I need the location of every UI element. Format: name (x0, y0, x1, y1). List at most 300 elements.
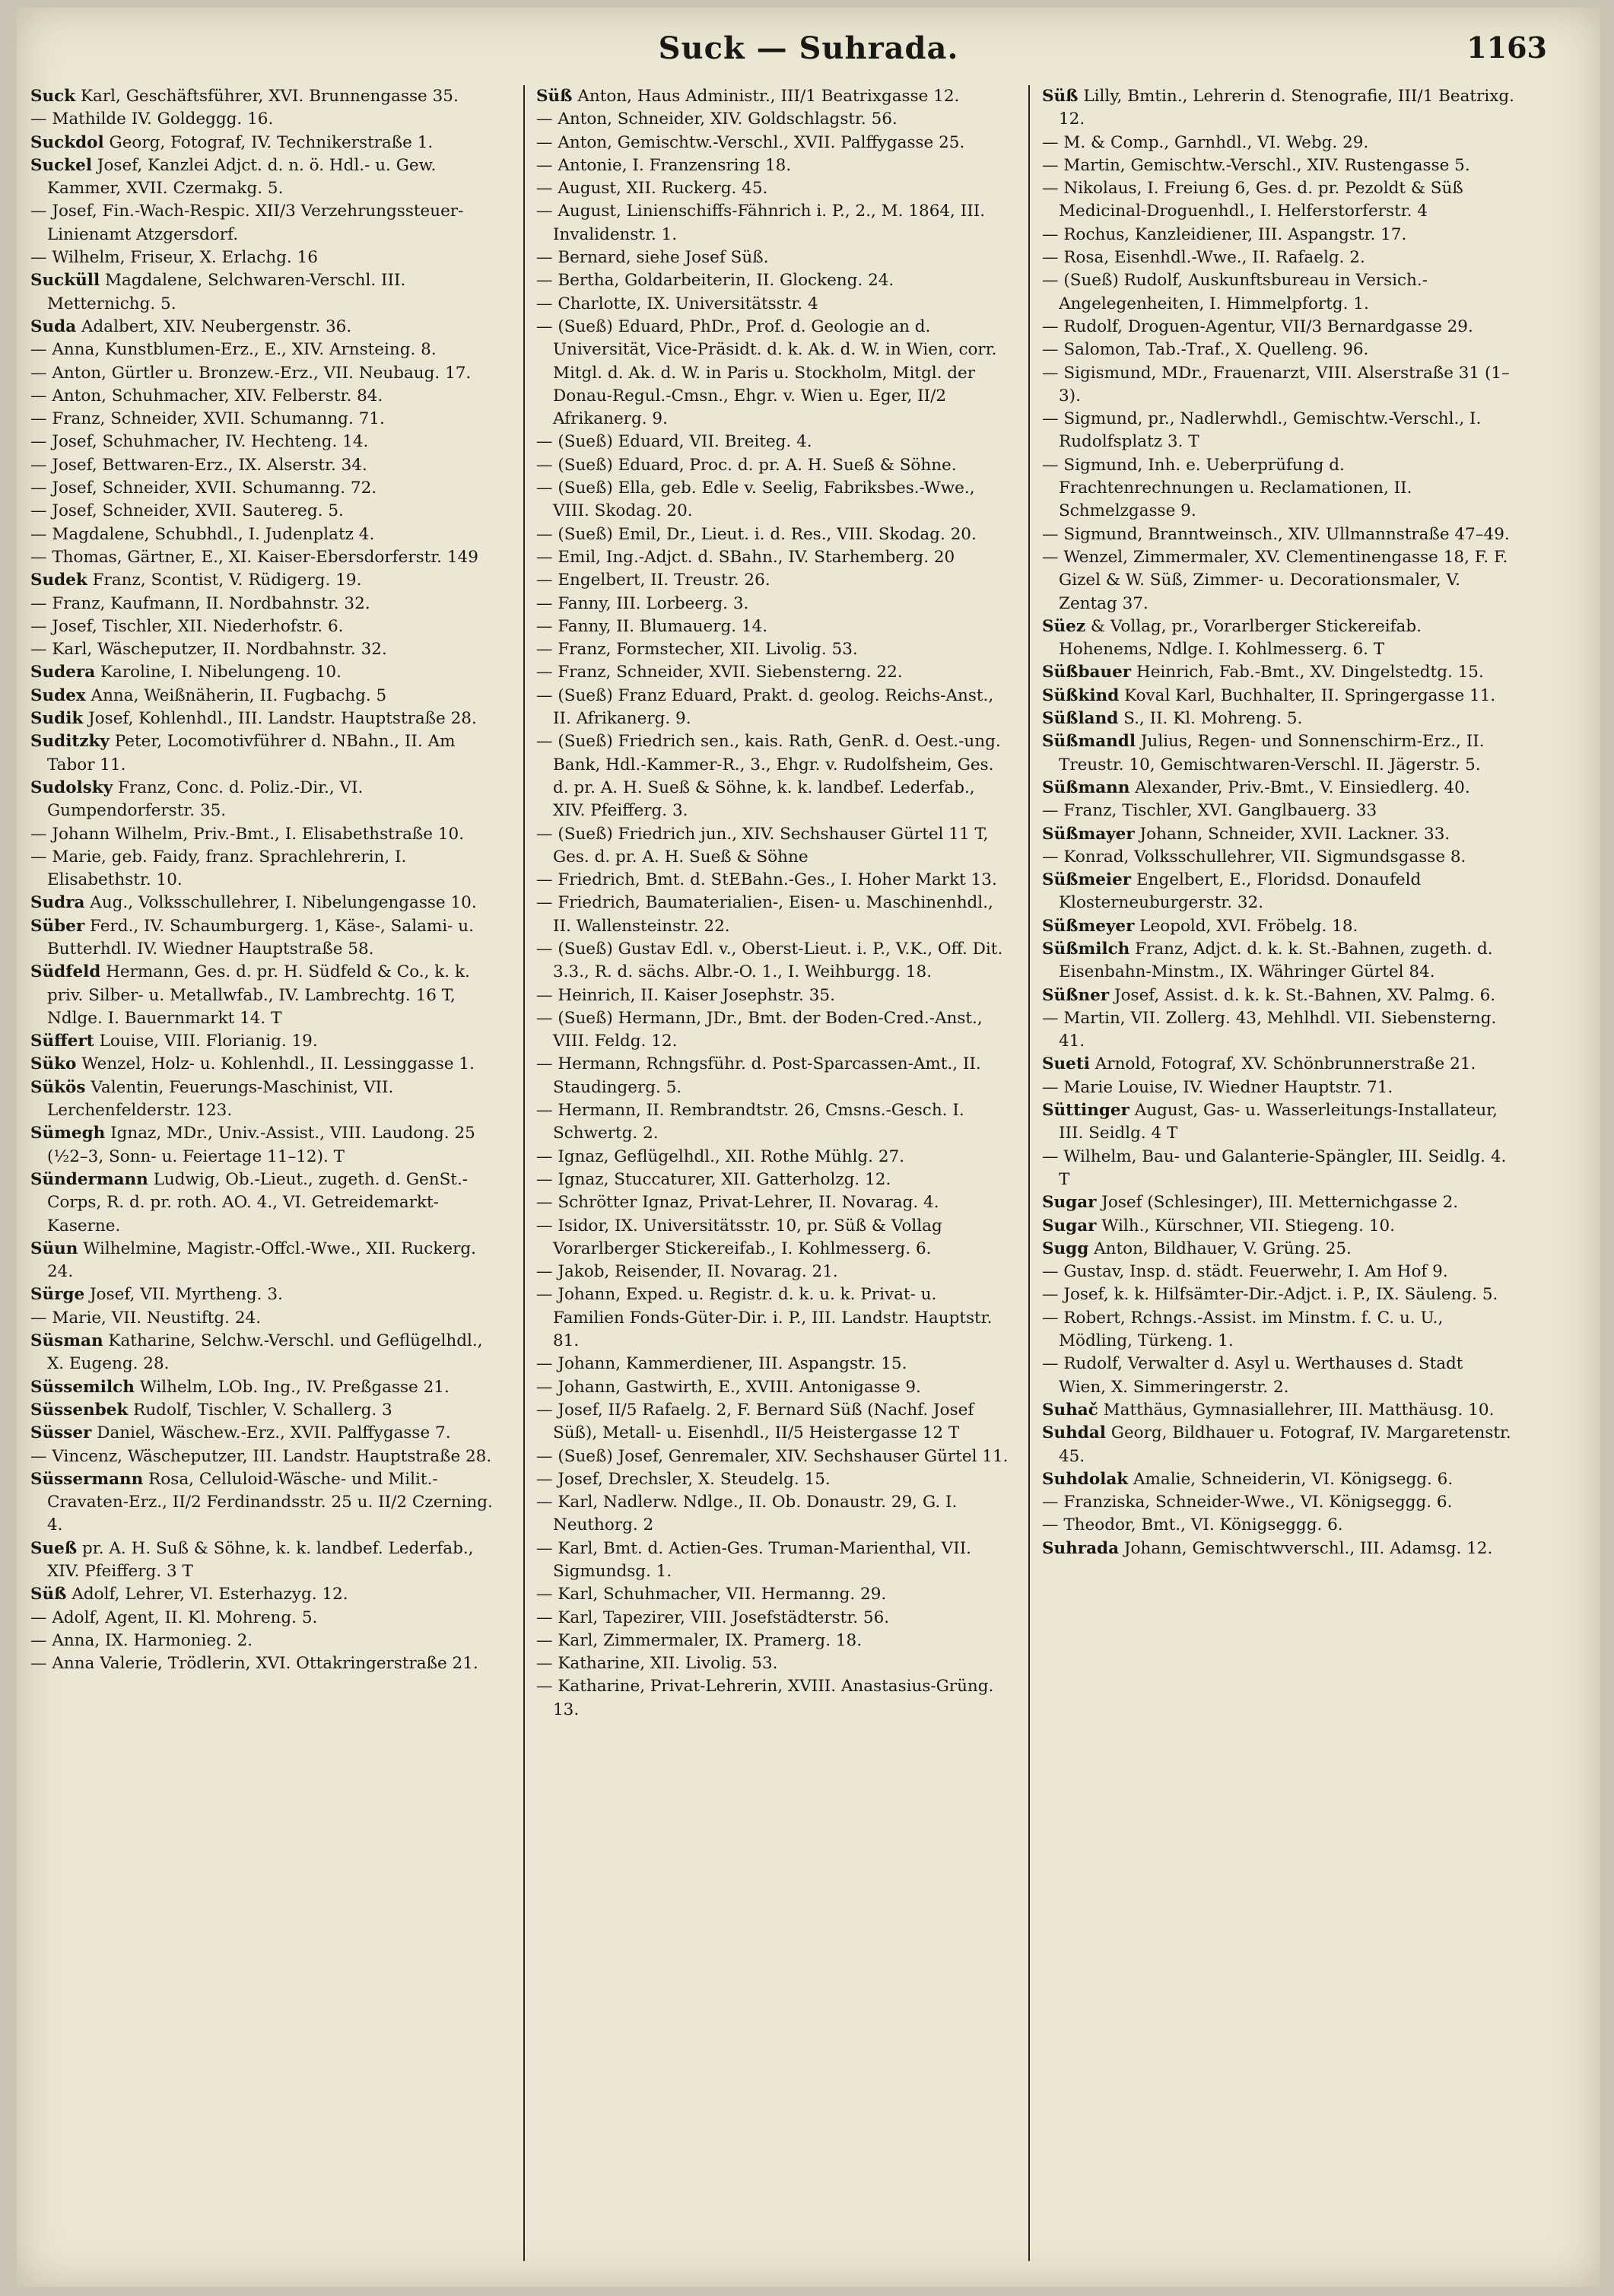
entry-surname: Süß (1042, 87, 1079, 106)
entry-text: — Bernard, siehe Josef Süß. (536, 248, 769, 268)
entry-text: pr. A. H. Suß & Söhne, k. k. landbef. Lederfab., XIV. Pfeifferg. 3 T (47, 1538, 474, 1581)
entry-text: — Karl, Tapezirer, VIII. Josefstädterstr. 56. (536, 1608, 890, 1627)
entry-text: — Friedrich, Bmt. d. StEBahn.-Ges., I. Hoher Markt 13. (536, 870, 997, 890)
entry-surname: Suhdolak (1042, 1469, 1129, 1489)
entry-text: — Engelbert, II. Treustr. 26. (536, 571, 770, 590)
entry-text: Ludwig, Ob.-Lieut., zugeth. d. GenSt.-Corps, R. d. pr. roth. AO. 4., VI. Getreidemarkt-Kaserne. (47, 1169, 469, 1235)
entry-text: — Adolf, Agent, II. Kl. Mohreng. 5. (30, 1608, 318, 1627)
entry-surname: Sueß (30, 1538, 78, 1558)
directory-entry (1042, 1491, 1515, 1514)
entry-text: — (Sueß) Gustav Edl. v., Oberst-Lieut. i. P., V.K., Off. Dit. 3.3., R. d. sächs. Albr.-O. 1., I. Weihburgg. 18. (536, 939, 1003, 982)
directory-entry (536, 1099, 1009, 1146)
entry-text: — Anton, Gemischtw.-Verschl., XVII. Palffygasse 25. (536, 132, 965, 152)
directory-entry (536, 1675, 1009, 1722)
directory-entry (1042, 1538, 1515, 1560)
directory-entry (30, 730, 504, 777)
directory-entry (1042, 915, 1515, 938)
entry-text: Rosa, Celluloid-Wäsche- und Milit.-Cravaten-Erz., II/2 Ferdinandsstr. 25 u. II/2 Czerning. 4. (47, 1469, 493, 1535)
directory-entry (30, 477, 504, 500)
entry-text: Wilhelmine, Magistr.-Offcl.-Wwe., XII. Ruckerg. 24. (47, 1239, 476, 1282)
directory-entry (30, 593, 504, 615)
directory-entry (1042, 1076, 1515, 1099)
entry-surname: Süßbauer (1042, 663, 1132, 682)
directory-entry (536, 1652, 1009, 1675)
directory-entry (30, 777, 504, 823)
directory-entry (30, 615, 504, 638)
entry-text: Lilly, Bmtin., Lehrerin d. Stenografie, III/1 Beatrixg. 12. (1059, 87, 1514, 129)
entry-text: — Ignaz, Geflügelhdl., XII. Rothe Mühlg. 27. (536, 1146, 905, 1166)
directory-entry (30, 915, 504, 962)
directory-entry (30, 408, 504, 431)
directory-entry (536, 316, 1009, 431)
directory-entry (536, 638, 1009, 661)
page-number: 1163 (1466, 30, 1547, 65)
directory-entry (536, 1169, 1009, 1191)
entry-surname: Sümegh (30, 1124, 106, 1143)
entry-surname: Suckel (30, 155, 92, 175)
entry-surname: Sükös (30, 1077, 86, 1097)
directory-entry (30, 454, 504, 477)
directory-entry (1042, 777, 1515, 800)
directory-entry (1042, 339, 1515, 361)
directory-entry (536, 1191, 1009, 1214)
directory-entry (1042, 316, 1515, 339)
entry-text: — Vincenz, Wäscheputzer, III. Landstr. Hauptstraße 28. (30, 1446, 492, 1466)
directory-entry (1042, 1215, 1515, 1238)
entry-text: — (Sueß) Friedrich sen., kais. Rath, GenR. d. Oest.-ung. Bank, Hdl.-Kammer-R., 3., Ehgr. v. Rudolfsheim, Ges. d. pr. A. H. Sueß & Söhne, k. k. landbef. Lederfab., XIV. Pfeifferg. 3. (536, 732, 1001, 821)
entry-text: Franz, Adjct. d. k. k. St.-Bahnen, zugeth. d. Eisenbahn-Minstm., IX. Währinger Gürtel 84. (1059, 939, 1493, 982)
entry-text: — (Sueß) Franz Eduard, Prakt. d. geolog. Reichs-Anst., II. Afrikanerg. 9. (536, 685, 994, 729)
directory-entry (30, 661, 504, 684)
directory-entry (1042, 1307, 1515, 1353)
directory-entry (1042, 1146, 1515, 1192)
directory-entry (536, 593, 1009, 615)
entry-text: — Sigmund, pr., Nadlerwhdl., Gemischtw.-Verschl., I. Rudolfsplatz 3. T (1042, 409, 1482, 452)
entry-text: — August, XII. Ruckerg. 45. (536, 179, 768, 199)
directory-entry (1042, 408, 1515, 454)
entry-text: Anton, Bildhauer, V. Grüng. 25. (1094, 1239, 1352, 1258)
directory-entry (1042, 132, 1515, 154)
directory-entry (536, 454, 1009, 477)
entry-text: — Magdalene, Schubhdl., I. Judenplatz 4. (30, 524, 375, 544)
directory-entry (30, 569, 504, 592)
directory-entry (536, 1399, 1009, 1445)
directory-entry (30, 108, 504, 131)
directory-entry (30, 1652, 504, 1675)
entry-surname: Süßner (1042, 985, 1110, 1005)
entry-text: — (Sueß) Eduard, PhDr., Prof. d. Geologie an d. Universität, Vice-Präsidt. d. k. Ak. d. W. in Wien, corr. Mitgl. d. Ak. d. W. in Paris u. Stockholm, Mitgl. der Donau-Regul.-Cmsn., Ehgr. v. Wien u. Eger, II/2 Afrikanerg. 9. (536, 316, 997, 429)
directory-entry (536, 85, 1009, 108)
directory-entry (1042, 523, 1515, 546)
entry-text: — Johann, Exped. u. Registr. d. k. u. k. Privat- u. Familien Fonds-Güter-Dir. i. P., III. Landstr. Hauptstr. 81. (536, 1285, 993, 1351)
entry-text: — Anna, Kunstblumen-Erz., E., XIV. Arnsteing. 8. (30, 340, 437, 360)
entry-surname: Sueti (1042, 1054, 1090, 1074)
entry-text: — Martin, Gemischtw.-Verschl., XIV. Rustengasse 5. (1042, 155, 1470, 175)
entry-text: — Katharine, Privat-Lehrerin, XVIII. Anastasius-Grüng. 13. (536, 1677, 994, 1719)
entry-text: Ignaz, MDr., Univ.-Assist., VIII. Laudong. 25 (½2–3, Sonn- u. Feiertage 11–12). T (47, 1124, 475, 1166)
entry-text: Arnold, Fotograf, XV. Schönbrunnerstraße 21. (1095, 1054, 1476, 1074)
entry-text: Karl, Geschäftsführer, XVI. Brunnengasse 35. (81, 87, 459, 106)
directory-entry (1042, 177, 1515, 224)
entry-text: — Josef, Bettwaren-Erz., IX. Alserstr. 34. (30, 455, 367, 475)
entry-text: — Rochus, Kanzleidiener, III. Aspangstr. 17. (1042, 224, 1407, 244)
entry-text: — Karl, Schuhmacher, VII. Hermanng. 29. (536, 1585, 887, 1604)
directory-entry (30, 1053, 504, 1076)
column-left (30, 85, 504, 2269)
entry-text: Wilh., Kürschner, VII. Stiegeng. 10. (1101, 1216, 1396, 1235)
directory-entry (536, 1353, 1009, 1375)
directory-entry (536, 1583, 1009, 1606)
directory-entry (1042, 1399, 1515, 1422)
entry-surname: Süß (536, 87, 573, 106)
directory-entry (30, 1330, 504, 1376)
directory-entry (30, 1122, 504, 1169)
directory-entry (30, 200, 504, 246)
directory-entry (1042, 869, 1515, 915)
directory-entry (30, 708, 504, 730)
entry-text: Katharine, Selchw.-Verschl. und Geflügelhdl., X. Eugeng. 28. (47, 1331, 483, 1374)
entry-surname: Süsser (30, 1423, 92, 1443)
entry-text: — Karl, Zimmermaler, IX. Pramerg. 18. (536, 1630, 863, 1650)
entry-text: — Rudolf, Droguen-Agentur, VII/3 Bernardgasse 29. (1042, 316, 1473, 336)
page-header (17, 30, 1600, 76)
entry-text: — Hermann, Rchngsführ. d. Post-Sparcassen-Amt., II. Staudingerg. 5. (536, 1054, 981, 1097)
directory-entry (536, 154, 1009, 177)
entry-text: — Anna, IX. Harmonieg. 2. (30, 1630, 253, 1650)
entry-surname: Süffert (30, 1032, 94, 1051)
directory-entry (1042, 85, 1515, 132)
entry-surname: Sudera (30, 663, 96, 682)
directory-entry (536, 477, 1009, 523)
directory-entry (536, 569, 1009, 592)
directory-entry (30, 85, 504, 108)
directory-entry (30, 961, 504, 1030)
directory-entry (30, 1583, 504, 1606)
entry-text: — Josef, k. k. Hilfsämter-Dir.-Adjct. i. P., IX. Säuleng. 5. (1042, 1285, 1498, 1305)
directory-entry (30, 1445, 504, 1468)
entry-text: — Katharine, XII. Livolig. 53. (536, 1654, 778, 1674)
entry-text: — Theodor, Bmt., VI. Königseggg. 6. (1042, 1515, 1343, 1535)
entry-text: Julius, Regen- und Sonnenschirm-Erz., II. Treustr. 10, Gemischtwaren-Verschl. II. Jägerstr. 5. (1059, 732, 1485, 774)
directory-entry (536, 1053, 1009, 1099)
directory-entry (30, 892, 504, 914)
directory-entry (30, 638, 504, 661)
directory-entry (536, 823, 1009, 870)
directory-entry (1042, 1283, 1515, 1306)
entry-text: — (Sueß) Eduard, VII. Breiteg. 4. (536, 432, 812, 452)
directory-entry (1042, 823, 1515, 846)
directory-entry (30, 685, 504, 708)
directory-entry (1042, 1514, 1515, 1537)
directory-entry (30, 1607, 504, 1630)
entry-text: Anna, Weißnäherin, II. Fugbachg. 5 (91, 685, 387, 705)
entry-text: Alexander, Priv.-Bmt., V. Einsiedlerg. 40. (1135, 778, 1470, 797)
entry-text: — Heinrich, II. Kaiser Josephstr. 35. (536, 985, 835, 1005)
entry-text: Adolf, Lehrer, VI. Esterhazyg. 12. (71, 1585, 348, 1604)
entry-text: & Vollag, pr., Vorarlberger Stickereifab. Hohenems, Ndlge. I. Kohlmesserg. 6. T (1059, 616, 1422, 660)
entry-text: — Josef, Schuhmacher, IV. Hechteng. 14. (30, 432, 369, 452)
directory-entry (536, 661, 1009, 684)
entry-text: Josef (Schlesinger), III. Metternichgasse 2. (1101, 1193, 1459, 1213)
directory-entry (30, 1030, 504, 1053)
entry-text: — Mathilde IV. Goldeggg. 16. (30, 110, 274, 129)
directory-entry (30, 246, 504, 269)
directory-entry (536, 177, 1009, 200)
entry-text: Anton, Haus Administr., III/1 Beatrixgasse 12. (577, 87, 960, 106)
entry-text: — (Sueß) Emil, Dr., Lieut. i. d. Res., VIII. Skodag. 20. (536, 524, 977, 544)
directory-entry (30, 385, 504, 408)
directory-entry (536, 938, 1009, 984)
directory-entry (30, 1076, 504, 1123)
directory-entry (1042, 454, 1515, 523)
entry-text: — Johann, Gastwirth, E., XVIII. Antonigasse 9. (536, 1377, 921, 1397)
entry-text: Franz, Scontist, V. Rüdigerg. 19. (92, 571, 362, 590)
directory-entry (30, 846, 504, 892)
directory-entry (1042, 224, 1515, 246)
entry-surname: Suhrada (1042, 1538, 1120, 1558)
entry-surname: Suhač (1042, 1400, 1098, 1420)
directory-entry (30, 269, 504, 316)
entry-surname: Sudik (30, 709, 84, 729)
entry-text: Louise, VIII. Florianig. 19. (99, 1032, 318, 1051)
directory-entry (1042, 1099, 1515, 1146)
entry-surname: Suckdol (30, 132, 104, 152)
entry-text: — Fanny, II. Blumauerg. 14. (536, 616, 768, 636)
directory-entry (30, 316, 504, 339)
entry-text: — Nikolaus, I. Freiung 6, Ges. d. pr. Pezoldt & Süß Medicinal-Droguenhdl., I. Helferstorferstr. 4 (1042, 179, 1463, 221)
directory-entry (30, 523, 504, 546)
entry-text: — Martin, VII. Zollerg. 43, Mehlhdl. VII. Siebensterng. 41. (1042, 1008, 1497, 1051)
directory-entry (1042, 154, 1515, 177)
entry-text: — Ignaz, Stuccaturer, XII. Gatterholzg. 12. (536, 1169, 891, 1189)
entry-surname: Süez (1042, 616, 1086, 636)
entry-surname: Süßland (1042, 709, 1119, 729)
entry-text: Josef, VII. Myrtheng. 3. (90, 1285, 283, 1305)
directory-entry (30, 500, 504, 523)
directory-entry (536, 685, 1009, 731)
directory-entry (30, 431, 504, 453)
entry-text: Josef, Kohlenhdl., III. Landstr. Hauptstraße 28. (88, 709, 477, 729)
entry-text: — Marie Louise, IV. Wiedner Hauptstr. 71. (1042, 1077, 1393, 1097)
directory-entry (30, 339, 504, 361)
entry-text: — M. & Comp., Garnhdl., VI. Webg. 29. (1042, 132, 1369, 152)
entry-text: — Josef, Fin.-Wach-Respic. XII/3 Verzehrungssteuer-Linienamt Atzgersdorf. (30, 202, 464, 244)
entry-text: Josef, Assist. d. k. k. St.-Bahnen, XV. Palmg. 6. (1114, 985, 1496, 1005)
directory-entry (30, 546, 504, 569)
entry-text: Johann, Gemischtwverschl., III. Adamsg. 12. (1123, 1538, 1493, 1558)
entry-text: — Marie, geb. Faidy, franz. Sprachlehrerin, I. Elisabethstr. 10. (30, 847, 407, 890)
directory-entry (1042, 1007, 1515, 1054)
directory-entry (30, 1630, 504, 1652)
entry-text: — Emil, Ing.-Adjct. d. SBahn., IV. Starhemberg. 20 (536, 547, 955, 567)
entry-text: — Johann Wilhelm, Priv.-Bmt., I. Elisabethstraße 10. (30, 824, 465, 844)
entry-text: — Franz, Schneider, XVII. Schumanng. 71. (30, 409, 385, 429)
entry-text: — Salomon, Tab.-Traf., X. Quelleng. 96. (1042, 340, 1369, 360)
directory-entry (536, 246, 1009, 269)
entry-text: — (Sueß) Josef, Genremaler, XIV. Sechshauser Gürtel 11. (536, 1446, 1009, 1466)
entry-text: — Karl, Wäscheputzer, II. Nordbahnstr. 32. (30, 640, 387, 660)
directory-entry (1042, 615, 1515, 662)
directory-entry (1042, 1238, 1515, 1261)
entry-text: — Josef, Schneider, XVII. Schumanng. 72. (30, 479, 377, 498)
entry-surname: Suditzky (30, 732, 110, 752)
directory-entry (536, 546, 1009, 569)
entry-text: — (Sueß) Friedrich jun., XIV. Sechshauser Gürtel 11 T, Ges. d. pr. A. H. Sueß & Söhne (536, 824, 989, 867)
entry-text: — Robert, Rchngs.-Assist. im Minstm. f. C. u. U., Mödling, Türkeng. 1. (1042, 1308, 1444, 1351)
entry-surname: Süsman (30, 1331, 103, 1351)
directory-entry (30, 1283, 504, 1306)
entry-surname: Süun (30, 1239, 78, 1258)
entry-text: Amalie, Schneiderin, VI. Königsegg. 6. (1133, 1469, 1454, 1489)
directory-entry (1042, 800, 1515, 822)
directory-entry (1042, 730, 1515, 777)
directory-entry (536, 108, 1009, 131)
directory-entry (536, 523, 1009, 546)
entry-surname: Süttinger (1042, 1101, 1129, 1121)
entry-text: — (Sueß) Rudolf, Auskunftsbureau in Versich.-Angelegenheiten, I. Himmelpfortg. 1. (1042, 271, 1428, 313)
entry-text: Georg, Bildhauer u. Fotograf, IV. Margaretenstr. 45. (1059, 1423, 1511, 1466)
entry-surname: Sucküll (30, 271, 100, 291)
entry-text: — Wenzel, Zimmermaler, XV. Clementinengasse 18, F. F. Gizel & W. Süß, Zimmer- u. Decorationsmaler, V. Zentag 37. (1042, 547, 1508, 613)
entry-text: — Franziska, Schneider-Wwe., VI. Königseggg. 6. (1042, 1493, 1453, 1512)
entry-text: — Franz, Kaufmann, II. Nordbahnstr. 32. (30, 593, 370, 613)
entry-text: Matthäus, Gymnasiallehrer, III. Matthäusg. 10. (1103, 1400, 1495, 1420)
entry-surname: Sugar (1042, 1216, 1097, 1235)
entry-text: — Hermann, II. Rembrandtstr. 26, Cmsns.-Gesch. I. Schwertg. 2. (536, 1101, 964, 1143)
entry-surname: Süßmandl (1042, 732, 1136, 752)
entry-text: — Franz, Tischler, XVI. Ganglbauerg. 33 (1042, 801, 1377, 821)
entry-surname: Sudek (30, 571, 87, 590)
entry-text: Franz, Conc. d. Poliz.-Dir., VI. Gumpendorferstr. 35. (47, 778, 364, 821)
entry-text: — Josef, Schneider, XVII. Sautereg. 5. (30, 501, 344, 521)
entry-text: Ferd., IV. Schaumburgerg. 1, Käse-, Salami- u. Butterhdl. IV. Wiedner Hauptstraße 58. (47, 916, 474, 959)
directory-entry (1042, 984, 1515, 1007)
entry-surname: Südfeld (30, 962, 101, 982)
entry-surname: Sugg (1042, 1239, 1089, 1258)
entry-text: — Wilhelm, Bau- und Galanterie-Spängler, III. Seidlg. 4. T (1042, 1146, 1507, 1189)
entry-surname: Süssermann (30, 1469, 144, 1489)
entry-surname: Süssemilch (30, 1377, 135, 1397)
entry-text: August, Gas- u. Wasserleitungs-Installateur, III. Seidlg. 4 T (1059, 1101, 1498, 1143)
directory-entry (1042, 1468, 1515, 1491)
directory-entry (30, 1468, 504, 1538)
directory-entry (536, 892, 1009, 938)
directory-entry (536, 132, 1009, 154)
entry-text: — (Sueß) Eduard, Proc. d. pr. A. H. Sueß & Söhne. (536, 455, 957, 475)
directory-entry (1042, 1422, 1515, 1468)
entry-text: — Thomas, Gärtner, E., XI. Kaiser-Ebersdorferstr. 149 (30, 547, 478, 567)
entry-text: — Schrötter Ignaz, Privat-Lehrer, II. Novarag. 4. (536, 1193, 939, 1213)
entry-surname: Sugar (1042, 1193, 1097, 1213)
directory-entry (536, 269, 1009, 292)
entry-text: — Wilhelm, Friseur, X. Erlachg. 16 (30, 248, 318, 268)
entry-text: Leopold, XVI. Fröbelg. 18. (1139, 916, 1358, 936)
directory-entry (536, 1376, 1009, 1399)
entry-text: — Gustav, Insp. d. städt. Feuerwehr, I. Am Hof 9. (1042, 1262, 1448, 1282)
entry-text: — Anton, Schuhmacher, XIV. Felberstr. 84. (30, 386, 383, 405)
directory-entry (536, 1283, 1009, 1353)
entry-text: — Karl, Nadlerw. Ndlge., II. Ob. Donaustr. 29, G. I. Neuthorg. 2 (536, 1493, 958, 1535)
directory-entry (536, 1261, 1009, 1283)
entry-text: Daniel, Wäschew.-Erz., XVII. Palffygasse 7. (97, 1423, 451, 1443)
entry-text: — Josef, Tischler, XII. Niederhofstr. 6. (30, 616, 344, 636)
entry-text: Adalbert, XIV. Neubergenstr. 36. (81, 316, 352, 336)
entry-surname: Suck (30, 87, 76, 106)
entry-text: — (Sueß) Ella, geb. Edle v. Seelig, Fabriksbes.-Wwe., VIII. Skodag. 20. (536, 479, 975, 521)
directory-entry (1042, 938, 1515, 984)
entry-text: — Antonie, I. Franzensring 18. (536, 155, 792, 175)
directory-entry (30, 362, 504, 385)
entry-text: — Isidor, IX. Universitätsstr. 10, pr. Süß & Vollag Vorarlberger Stickereifab., I. Kohlmesserg. 6. (536, 1216, 942, 1258)
entry-text: — Fanny, III. Lorbeerg. 3. (536, 593, 749, 613)
directory-entry (1042, 1191, 1515, 1214)
directory-entry (536, 1146, 1009, 1169)
entry-text: — Sigmund, Inh. e. Ueberprüfung d. Frachtenrechnungen u. Reclamationen, II. Schmelzgasse 9. (1042, 455, 1412, 521)
directory-entry (30, 1169, 504, 1238)
directory-entry (536, 615, 1009, 638)
directory-entry (1042, 546, 1515, 615)
entry-surname: Sudra (30, 893, 85, 913)
entry-text: Aug., Volksschullehrer, I. Nibelungengasse 10. (90, 893, 477, 913)
directory-entry (536, 984, 1009, 1007)
entry-text: — Sigmund, Branntweinsch., XIV. Ullmannstraße 47–49. (1042, 524, 1510, 544)
column-right (1042, 85, 1515, 2269)
directory-entry (536, 1468, 1009, 1491)
directory-entry (1042, 1053, 1515, 1076)
entry-text: Johann, Schneider, XVII. Lackner. 33. (1139, 824, 1450, 844)
entry-text: Josef, Kanzlei Adjct. d. n. ö. Hdl.- u. Gew. Kammer, XVII. Czermakg. 5. (47, 155, 437, 199)
directory-entry (30, 1399, 504, 1422)
directory-entry (536, 1445, 1009, 1468)
entry-text: — Johann, Kammerdiener, III. Aspangstr. 15. (536, 1354, 907, 1374)
entry-text: — Charlotte, IX. Universitätsstr. 4 (536, 294, 818, 313)
entry-text: — Franz, Formstecher, XII. Livolig. 53. (536, 640, 858, 660)
entry-surname: Süßmeier (1042, 870, 1132, 890)
entry-surname: Süßkind (1042, 685, 1120, 705)
entry-text: Karoline, I. Nibelungeng. 10. (100, 663, 342, 682)
entry-surname: Süber (30, 916, 85, 936)
entry-surname: Süßmeyer (1042, 916, 1135, 936)
running-head: Suck — Suhrada. (658, 30, 959, 66)
entry-surname: Sudex (30, 685, 86, 705)
directory-entry (1042, 708, 1515, 730)
directory-entry (536, 730, 1009, 822)
entry-text: Rudolf, Tischler, V. Schallerg. 3 (133, 1400, 392, 1420)
directory-columns (30, 85, 1514, 2269)
entry-surname: Sudolsky (30, 778, 113, 797)
entry-text: Engelbert, E., Floridsd. Donaufeld Klosterneuburgerstr. 32. (1059, 870, 1422, 913)
entry-text: Magdalene, Selchwaren-Verschl. III. Metternichg. 5. (47, 271, 406, 313)
entry-text: — Sigismund, MDr., Frauenarzt, VIII. Alserstraße 31 (1–3). (1042, 363, 1510, 405)
entry-text: S., II. Kl. Mohreng. 5. (1123, 709, 1303, 729)
entry-text: — Marie, VII. Neustiftg. 24. (30, 1308, 262, 1328)
entry-text: — Rudolf, Verwalter d. Asyl u. Werthauses d. Stadt Wien, X. Simmeringerstr. 2. (1042, 1354, 1463, 1397)
directory-entry (30, 1376, 504, 1399)
entry-surname: Süßmayer (1042, 824, 1135, 844)
entry-text: — Konrad, Volksschullehrer, VII. Sigmundsgasse 8. (1042, 847, 1466, 867)
entry-text: — Jakob, Reisender, II. Novarag. 21. (536, 1262, 838, 1282)
entry-text: — Anton, Schneider, XIV. Goldschlagstr. 56. (536, 110, 898, 129)
entry-text: Wilhelm, LOb. Ing., IV. Preßgasse 21. (139, 1377, 450, 1397)
entry-text: — Bertha, Goldarbeiterin, II. Glockeng. 24. (536, 271, 894, 291)
entry-surname: Süssenbek (30, 1400, 129, 1420)
entry-surname: Süßmilch (1042, 939, 1130, 959)
directory-entry (30, 132, 504, 154)
entry-text: — Karl, Bmt. d. Actien-Ges. Truman-Marienthal, VII. Sigmundsg. 1. (536, 1538, 972, 1581)
entry-text: — Friedrich, Baumaterialien-, Eisen- u. Maschinenhdl., II. Wallensteinstr. 22. (536, 893, 993, 936)
entry-text: — August, Linienschiffs-Fähnrich i. P., 2., M. 1864, III. Invalidenstr. 1. (536, 202, 986, 244)
entry-surname: Süß (30, 1585, 67, 1604)
